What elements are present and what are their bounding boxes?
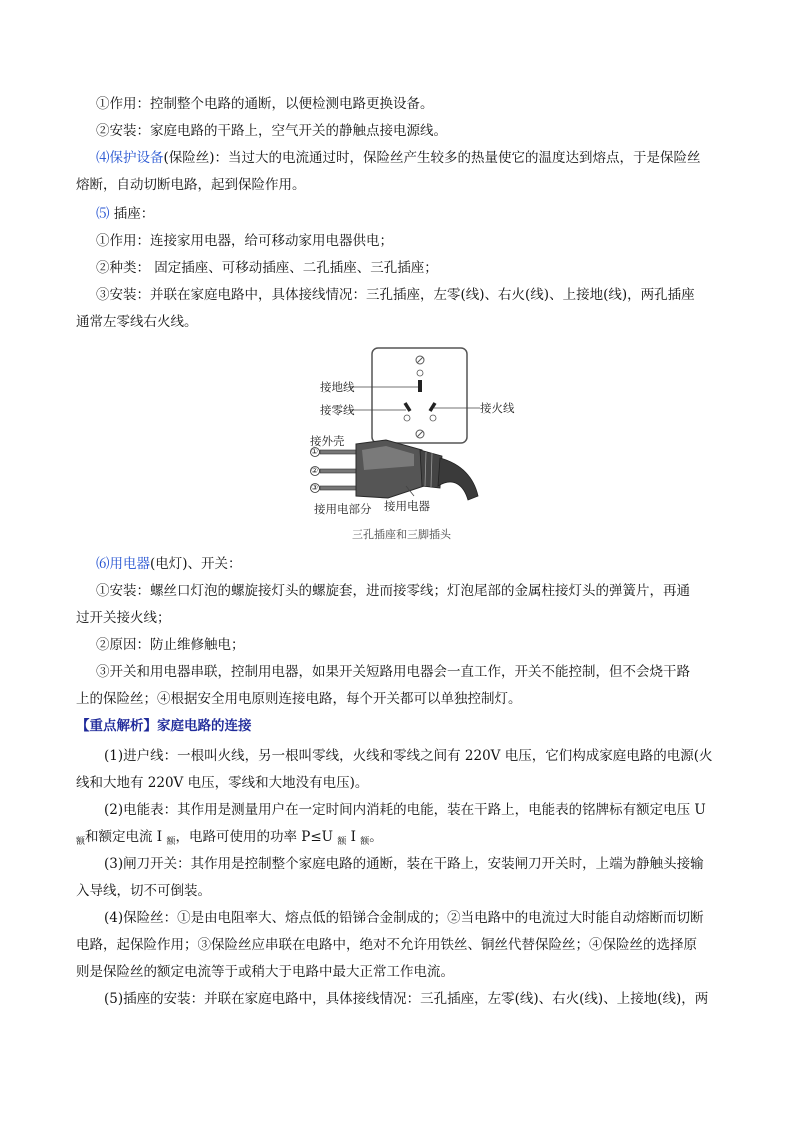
subscript: 额: [337, 837, 347, 847]
section-6-heading: [96, 554, 242, 574]
text-line: 线和大地有 220V 电压，零线和大地没有电压)。: [76, 775, 369, 791]
section-number: ⑷: [96, 150, 110, 166]
text-line: ②原因：防止维修触电；: [96, 637, 245, 653]
text-line: (1)进户线：一根叫火线，另一根叫零线，火线和零线之间有 220V 电压，它们构成家庭电路的电源(火: [104, 748, 713, 764]
text-segment: 。: [369, 829, 383, 845]
text-line: ①作用：连接家用电器，给可移动家用电器供电；: [96, 233, 393, 249]
label-shell: 接外壳: [310, 434, 345, 448]
key-analysis-heading: [76, 716, 252, 736]
text-line: 上的保险丝；④根据安全用电原则连接电路，每个开关都可以单独控制灯。: [76, 691, 522, 707]
formula-line: [76, 827, 383, 852]
label-electric-part: 接用电部分: [314, 502, 372, 516]
subscript: 额: [360, 837, 370, 847]
text-line: 则是保险丝的额定电流等于或稍大于电路中最大正常工作电流。: [76, 964, 454, 980]
section-number: ⑹: [96, 556, 110, 572]
text-line: 入导线，切不可倒装。: [76, 883, 211, 899]
text-line: (3)闸刀开关：其作用是控制整个家庭电路的通断，装在干路上，安装闸刀开关时，上端为静触头接输: [104, 856, 704, 872]
label-live-wire: 接火线: [480, 401, 515, 415]
text-line: ②安装：家庭电路的干路上，空气开关的静触点接电源线。: [96, 123, 447, 139]
text-segment: ，电路可使用的功率 P≤U: [175, 829, 338, 845]
section-title: 保护设备: [109, 150, 164, 166]
heading-title: 家庭电路的连接: [157, 718, 252, 734]
text-line: (保险丝)：当过大的电流通过时，保险丝产生较多的热量使它的温度达到熔点，于是保险丝: [163, 150, 701, 166]
label-device: 接用电器: [384, 499, 430, 513]
label-neutral-wire: 接零线: [320, 403, 355, 417]
section-title: 用电器: [109, 556, 150, 572]
text-line: (2)电能表：其作用是测量用户在一定时间内消耗的电能，装在干路上，电能表的铭牌标有额定电压 U: [104, 802, 706, 818]
pin-marker-3: ③: [311, 483, 319, 492]
section-number: ⑸: [96, 206, 110, 222]
pin-marker-1: ①: [311, 447, 319, 456]
text-line: ③开关和用电器串联，控制用电器，如果开关短路用电器会一直工作，开关不能控制，但不会烧干路: [96, 664, 690, 680]
text-line: 过开关接火线；: [76, 610, 171, 626]
subscript: 额: [166, 837, 176, 847]
text-segment: I: [346, 829, 361, 845]
text-line: (4)保险丝：①是由电阻率大、熔点低的铅锑合金制成的；②当电路中的电流过大时能自动熔断而切断: [104, 910, 704, 926]
label-ground-wire: 接地线: [320, 380, 355, 394]
subscript: 额: [76, 837, 86, 847]
heading-bracket-label: 【重点解析】: [76, 718, 157, 734]
text-segment: 和额定电流 I: [85, 829, 167, 845]
socket-plug-figure: [302, 346, 515, 546]
section-5-heading: [96, 204, 154, 224]
text-line: ②种类： 固定插座、可移动插座、二孔插座、三孔插座；: [96, 260, 438, 276]
text-line: 电路，起保险作用；③保险丝应串联在电路中，绝对不允许用铁丝、铜丝代替保险丝；④保险丝的选择原: [76, 937, 697, 953]
text-line: ①安装：螺丝口灯泡的螺旋接灯头的螺旋套，进而接零线；灯泡尾部的金属柱接灯头的弹簧片，再通: [96, 583, 690, 599]
text-line: 熔断，自动切断电路，起到保险作用。: [76, 177, 306, 193]
text-line: ③安装：并联在家庭电路中，具体接线情况：三孔插座，左零(线)、右火(线)、上接地(线)，两孔插座: [96, 287, 695, 303]
figure-caption: 三孔插座和三脚插头: [352, 528, 451, 541]
text-line: ①作用：控制整个电路的通断，以便检测电路更换设备。: [96, 96, 434, 112]
section-4-heading: [96, 148, 701, 168]
text-line: (电灯)、开关：: [150, 556, 242, 572]
pin-marker-2: ②: [311, 466, 319, 475]
text-line: 通常左零线右火线。: [76, 314, 198, 330]
section-title: 插座：: [109, 206, 155, 222]
text-line: (5)插座的安装：并联在家庭电路中，具体接线情况：三孔插座，左零(线)、右火(线)、上接地(线)，两: [104, 991, 709, 1007]
